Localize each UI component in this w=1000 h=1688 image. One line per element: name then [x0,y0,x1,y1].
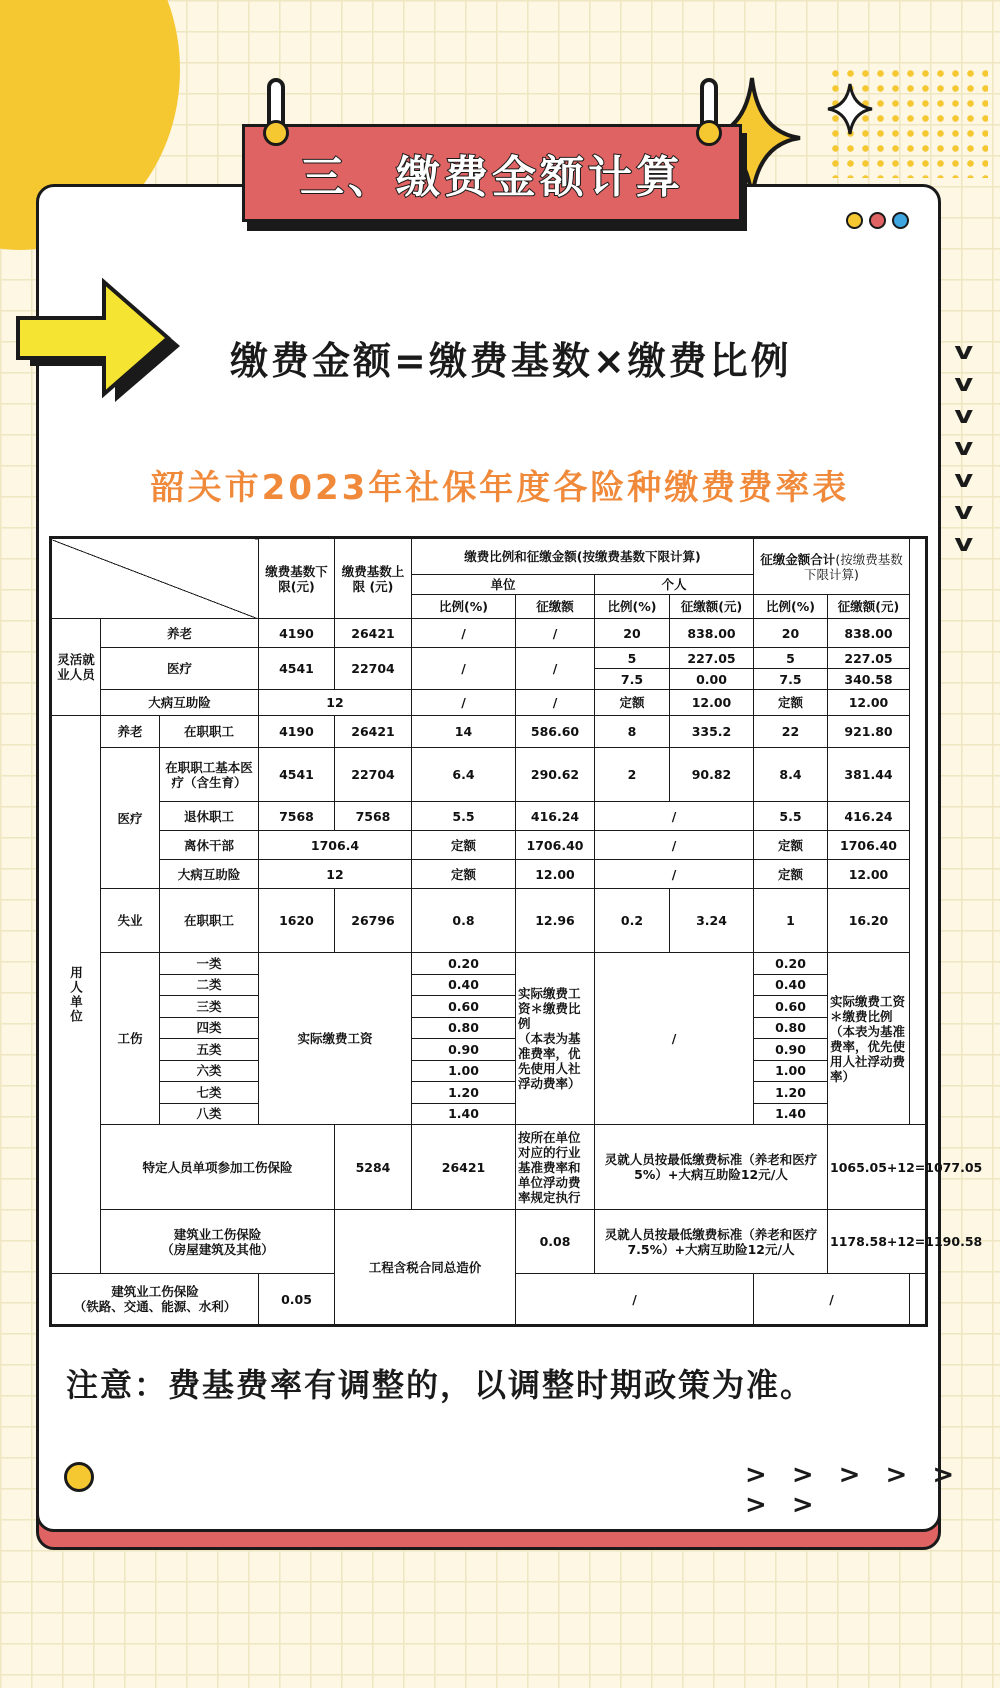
head-person-amount: 征缴额(元) [670,595,754,619]
head-unit-amount: 征缴额 [516,595,595,619]
rate-table [49,536,983,1327]
page-title: 三、缴费金额计算 [300,152,684,203]
right-arrow-icon [14,278,194,398]
dot-yellow-icon [846,212,863,229]
footer-dot-icon [64,1462,94,1492]
chevron-right-icon: > > > > > > > [745,1460,963,1520]
flex-group-label: 灵活就业人员 [51,619,101,716]
binder-hole-left [263,120,289,146]
table-row: 离休干部 1706.4 定额 1706.40 / 定额 1706.40 [51,831,927,860]
table-row: 大病互助险 12 定额 12.00 / 定额 12.00 [51,860,927,889]
table-row: 工伤 一类 实际缴费工资 0.20 实际缴费工资＊缴费比例 （本表为基准费率，优先使用人社浮动费率） / 0.20 实际缴费工资＊缴费比例 （本表为基准费率，优先使用人社浮动费率） [51,953,927,975]
table-row: 大病互助险 12 / / 定额 12.00 定额 12.00 [51,690,927,716]
head-person-ratio: 比例(%) [595,595,670,619]
policy-note: 注意：费基费率有调整的，以调整时期政策为准。 [66,1366,815,1404]
table-row: 医疗 在职职工基本医疗（含生育） 4541 22704 6.4 290.62 2 90.82 8.4 381.44 [51,748,927,802]
head-total-amount: 征缴额(元) [828,595,910,619]
head-person: 个人 [595,575,754,595]
head-base-high: 缴费基数上限 (元) [335,538,412,619]
chevron-down-icon: v [954,465,974,493]
table-row: 建筑业工伤保险 （房屋建筑及其他） 工程含税合同总造价 0.08 灵就人员按最低缴费标准（养老和医疗7.5%）+大病互助险12元/人 1178.58+12=1190.58 [51,1210,927,1274]
table-row: 7.5 0.00 7.5 340.58 [51,669,927,690]
chevron-down-icon: v [954,369,974,397]
head-unit: 单位 [412,575,595,595]
dot-blue-icon [892,212,909,229]
chevron-down-icon: v [954,497,974,525]
formula-heading: 缴费金额=缴费基数×缴费比例 [230,339,792,383]
head-base-low: 缴费基数下限(元) [259,538,335,619]
chevron-column [954,337,983,562]
window-dots [846,212,909,229]
table-row: 四类 0.80 0.80 [51,1017,927,1039]
table-row: 退休职工 7568 7568 5.5 416.24 / 5.5 416.24 [51,802,927,831]
chevron-down-icon: v [954,529,974,557]
table-row: 三类 0.60 0.60 [51,996,927,1018]
head-total-ratio: 比例(%) [754,595,828,619]
table-row: 灵活就业人员 养老 4190 26421 / / 20 838.00 20 838.00 [51,619,927,648]
chevron-down-icon: v [954,433,974,461]
chevron-down-icon: v [954,337,974,365]
table-row: 八类 1.40 1.40 [51,1103,927,1125]
dot-red-icon [869,212,886,229]
table-row: 七类 1.20 1.20 [51,1082,927,1104]
header-diagonal-cell [51,538,259,619]
table-row: 建筑业工伤保险 （铁路、交通、能源、水利） 0.05 / / [51,1274,927,1326]
head-ratio-group: 缴费比例和征缴金额(按缴费基数下限计算) [412,538,754,575]
chevron-down-icon: v [954,401,974,429]
table-row: 五类 0.90 0.90 [51,1039,927,1061]
head-unit-ratio: 比例(%) [412,595,516,619]
table-row: 医疗 4541 22704 / / 5 227.05 5 227.05 [51,648,927,669]
table-row: 特定人员单项参加工伤保险 5284 26421 按所在单位对应的行业基准费率和单位浮动费率规定执行 灵就人员按最低缴费标准（养老和医疗5%）+大病互助险12元/人 1065.05+12=1077.05 [51,1125,927,1210]
table-row: 失业 在职职工 1620 26796 0.8 12.96 0.2 3.24 1 16.20 [51,889,927,953]
table-row: 用人单位 养老 在职职工 4190 26421 14 586.60 8 335.2 22 921.80 [51,716,927,748]
table-subtitle: 韶关市2023年社保年度各险种缴费费率表 [150,468,850,508]
employer-group-label: 用人单位 [51,716,101,1274]
head-total-group: 征缴金额合计(按缴费基数下限计算) [754,538,910,595]
table-row: 二类 0.40 0.40 [51,974,927,996]
rate-table-wrapper [49,536,983,1327]
binder-hole-right [696,120,722,146]
table-row: 六类 1.00 1.00 [51,1060,927,1082]
title-banner [242,124,742,222]
